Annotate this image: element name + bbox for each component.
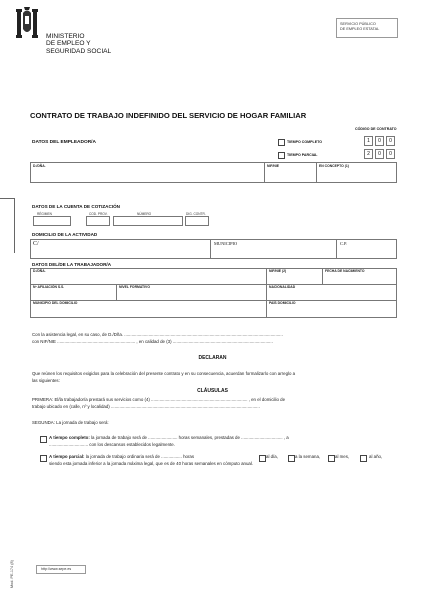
completo-text: la jornada de trabajo será de ........................ horas semanales, prestadas de .................................. , a bbox=[91, 435, 289, 440]
calle-label: C/ bbox=[33, 241, 39, 247]
jornada-parcial-line-1 bbox=[49, 454, 194, 460]
jornada-parcial-line-2: siendo esta jornada inferior a la jornada máxima legal, que es de 40 horas semanales en cómputo anual. bbox=[49, 461, 254, 466]
actividad-section-title: DOMICILIO DE LA ACTIVIDAD bbox=[32, 232, 98, 237]
tiempo-parcial-checkbox[interactable] bbox=[278, 152, 285, 159]
parcial-bold-label: A tiempo parcial: bbox=[49, 454, 85, 459]
worker-municipio-label: MUNICIPIO DEL DOMICILIO bbox=[33, 301, 78, 305]
jornada-completo-line-2: ................................ con los descansos establecidos legalmente. bbox=[49, 442, 175, 447]
cod-prov-field[interactable] bbox=[86, 216, 110, 226]
al-dia-checkbox[interactable] bbox=[259, 455, 266, 462]
jornada-parcial-checkbox[interactable] bbox=[40, 455, 47, 462]
ministry-name bbox=[46, 33, 111, 55]
cotizacion-section-title: DATOS DE LA CUENTA DE COTIZACIÓN bbox=[32, 204, 120, 209]
service-line-2: DE EMPLEO ESTATAL bbox=[340, 27, 380, 31]
ministry-line-2: DE EMPLEO Y bbox=[46, 40, 91, 48]
model-code: Mod. PE-174 (8) bbox=[10, 560, 14, 588]
clausulas-heading: CLÁUSULAS bbox=[197, 388, 228, 394]
page-title: CONTRATO DE TRABAJO INDEFINIDO DEL SERVICIO DE HOGAR FAMILIAR bbox=[30, 111, 307, 120]
ministry-line-1: MINISTERIO bbox=[46, 33, 85, 40]
contract-code-digit[interactable]: 2 bbox=[364, 149, 373, 159]
jornada-completo-checkbox[interactable] bbox=[40, 436, 47, 443]
worker-fecha-label: FECHA DE NACIMIENTO bbox=[325, 269, 365, 273]
worker-pais-label: PAÍS DOMICILIO bbox=[269, 301, 296, 305]
al-dia-label: al día, bbox=[266, 454, 278, 459]
employer-section-title: DATOS DEL EMPLEADOR/A bbox=[32, 140, 96, 145]
employer-nif-label: NIF/NIE bbox=[267, 164, 280, 168]
tiempo-completo-checkbox[interactable] bbox=[278, 139, 285, 146]
worker-section-title: DATOS DEL/DE LA TRABAJADOR/A bbox=[32, 262, 112, 267]
worker-afiliacion-label: Nº AFILIACIÓN S.S. bbox=[33, 285, 65, 289]
al-mes-label: al mes, bbox=[335, 454, 350, 459]
parcial-text: la jornada de trabajo ordinaria será de ................. horas bbox=[85, 454, 195, 459]
actividad-calle-field[interactable] bbox=[30, 239, 212, 259]
regimen-label: RÉGIMEN bbox=[37, 212, 52, 216]
dig-contr-label: DIG. CONTR. bbox=[186, 212, 206, 216]
margin-mark bbox=[14, 198, 15, 253]
worker-nacionalidad-label: NACIONALIDAD bbox=[269, 285, 296, 289]
spain-coat-of-arms-logo bbox=[14, 7, 40, 41]
dig-contr-field[interactable] bbox=[185, 216, 209, 226]
numero-label: NÚMERO bbox=[137, 212, 152, 216]
contract-code-digit[interactable]: 0 bbox=[375, 136, 384, 146]
al-ano-checkbox[interactable] bbox=[360, 455, 367, 462]
tiempo-completo-label: TIEMPO COMPLETO bbox=[287, 140, 323, 144]
worker-name-label: D./DÑA. bbox=[33, 269, 46, 273]
cp-label: C.P. bbox=[340, 241, 348, 246]
segunda-line: SEGUNDA: La jornada de trabajo será: bbox=[32, 420, 109, 425]
service-box bbox=[336, 18, 398, 38]
tiempo-parcial-label: TIEMPO PARCIAL bbox=[287, 153, 318, 157]
municipio-label: MUNICIPIO bbox=[214, 241, 238, 246]
declaran-heading: DECLARAN bbox=[198, 355, 227, 361]
al-mes-checkbox[interactable] bbox=[328, 455, 335, 462]
contract-code-digit[interactable]: 1 bbox=[364, 136, 373, 146]
primera-line-2: trabajo ubicado en (calle, nº y localidad) .......................................................................................................................... bbox=[32, 404, 260, 409]
asistencia-line-1: Con la asistencia legal, en su caso, de D./Dña. .................................................................................................................................. bbox=[32, 332, 283, 337]
contract-code-digit[interactable]: 0 bbox=[386, 136, 395, 146]
jornada-completo-line-1 bbox=[49, 435, 289, 441]
margin-mark bbox=[0, 198, 14, 199]
worker-nivel-label: NIVEL FORMATIVO bbox=[119, 285, 150, 289]
a-la-semana-checkbox[interactable] bbox=[288, 455, 295, 462]
numero-field[interactable] bbox=[113, 216, 183, 226]
footer-url[interactable]: http://www.sepe.es bbox=[41, 567, 72, 571]
reunen-line-2: las siguientes: bbox=[32, 378, 60, 383]
employer-name-field[interactable] bbox=[30, 162, 266, 183]
contract-code-digit[interactable]: 0 bbox=[375, 149, 384, 159]
ministry-line-3: SEGURIDAD SOCIAL bbox=[46, 47, 112, 55]
employer-concepto-label: EN CONCEPTO (1) bbox=[319, 164, 349, 168]
a-la-semana-label: a la semana, bbox=[295, 454, 321, 459]
contract-code-label: CÓDIGO DE CONTRATO bbox=[355, 127, 397, 131]
al-ano-label: al año, bbox=[369, 454, 383, 459]
contract-code-digit[interactable]: 0 bbox=[386, 149, 395, 159]
worker-nif-label: NIF/NIE (2) bbox=[269, 269, 287, 273]
service-line-1: SERVICIO PÚBLICO bbox=[340, 22, 376, 26]
footer-url-box bbox=[36, 565, 86, 574]
employer-name-label: D./DÑA. bbox=[33, 164, 46, 168]
completo-bold-label: A tiempo completo: bbox=[49, 435, 90, 440]
regimen-field[interactable] bbox=[33, 216, 71, 226]
primera-line-1: PRIMERA: El/la trabajador/a prestará sus servicios como (4) ............................................................................... , en el domicilio de bbox=[32, 397, 286, 402]
asistencia-line-2: con NIF/NIE ................................................................ , en calidad de (3) .................................................................................. bbox=[32, 339, 273, 344]
cod-prov-label: COD. PROV. bbox=[89, 212, 108, 216]
reunen-line-1: Que reúnen los requisitos exigidos para la celebración del presente contrato y en su consecuencia, acuerdan formalizarlo con arreglo a bbox=[32, 371, 296, 376]
